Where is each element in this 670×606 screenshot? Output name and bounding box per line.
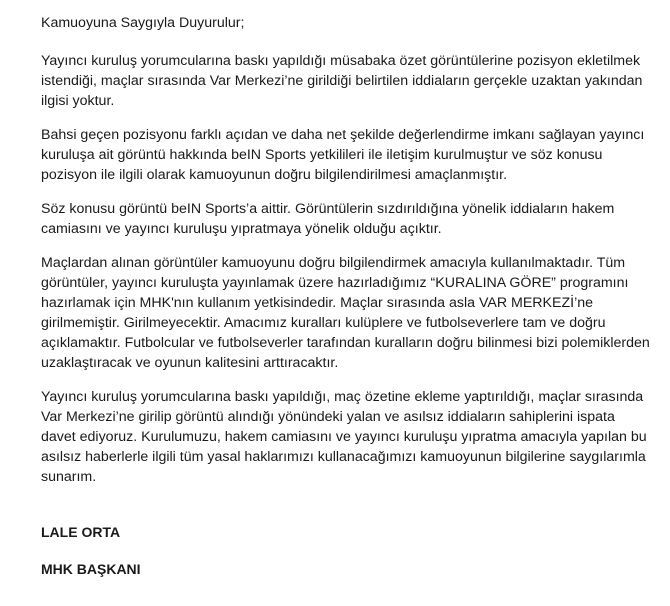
paragraph-3: Söz konusu görüntü beIN Sports’a aittir. Görüntülerin sızdırıldığına yönelik iddiaların hakem camiasını ve yayıncı kuruluşu yıpratmaya yönelik olduğu açıktır. xyxy=(41,201,615,237)
paragraph-5: Yayıncı kuruluş yorumcularına baskı yapıldığı, maç özetine ekleme yaptırıldığı, maçlar sırasında Var Merkezi’ne girilip görüntü alındığı yönündeki yalan ve asılsız iddiaların sahiplerini ispata davet ediyoruz. Kurulumuzu, hakem camiasını ve yayıncı kuruluşu yıpratma amacıyla yapılan bu asılsız haberlerle ilgili tüm yasal haklarımızı kullanacağımızı kamuoyunun bilgilerine saygılarımla sunarım. xyxy=(41,389,647,485)
signature-name: LALE ORTA xyxy=(41,524,121,540)
paragraph-1: Yayıncı kuruluş yorumcularına baskı yapıldığı müsabaka özet görüntülerine pozisyon ekletilmek istendiği, maçlar sırasında Var Merkezi’ne girildiği belirtilen iddiaların gerçekle uzaktan yakından ilgisi yoktur. xyxy=(41,53,643,109)
signature-title: MHK BAŞKANI xyxy=(41,561,141,577)
paragraph-4: Maçlardan alınan görüntüler kamuoyunu doğru bilgilendirmek amacıyla kullanılmaktadır. Tüm görüntüler, yayıncı kuruluşta yayınlamak üzere hazırladığımız “KURALINA GÖRE” programını hazırlamak için MHK'nın kullanım yetkisindedir. Maçlar sırasında asla VAR MERKEZİ’ne girilmemiştir. Girilmeyecektir. Amacımız kuralları kulüplere ve futbolseverlere tam ve doğru açıklamaktır. Futbolcular ve futbolseverler tarafından kuralların doğru bilinmesi bizi polemiklerden uzaklaştıracak ve oyunun kalitesini arttıracaktır. xyxy=(41,255,650,371)
greeting-line: Kamuoyuna Saygıyla Duyurulur; xyxy=(41,15,245,31)
paragraph-2: Bahsi geçen pozisyonu farklı açıdan ve daha net şekilde değerlendirme imkanı sağlayan yayıncı kuruluşa ait görüntü hakkında beIN Sports yetkilileri ile iletişim kurulmuştur ve söz konusu pozisyon ile ilgili olarak kamuoyunun doğru bilgilendirilmesi amaçlanmıştır. xyxy=(41,127,645,183)
